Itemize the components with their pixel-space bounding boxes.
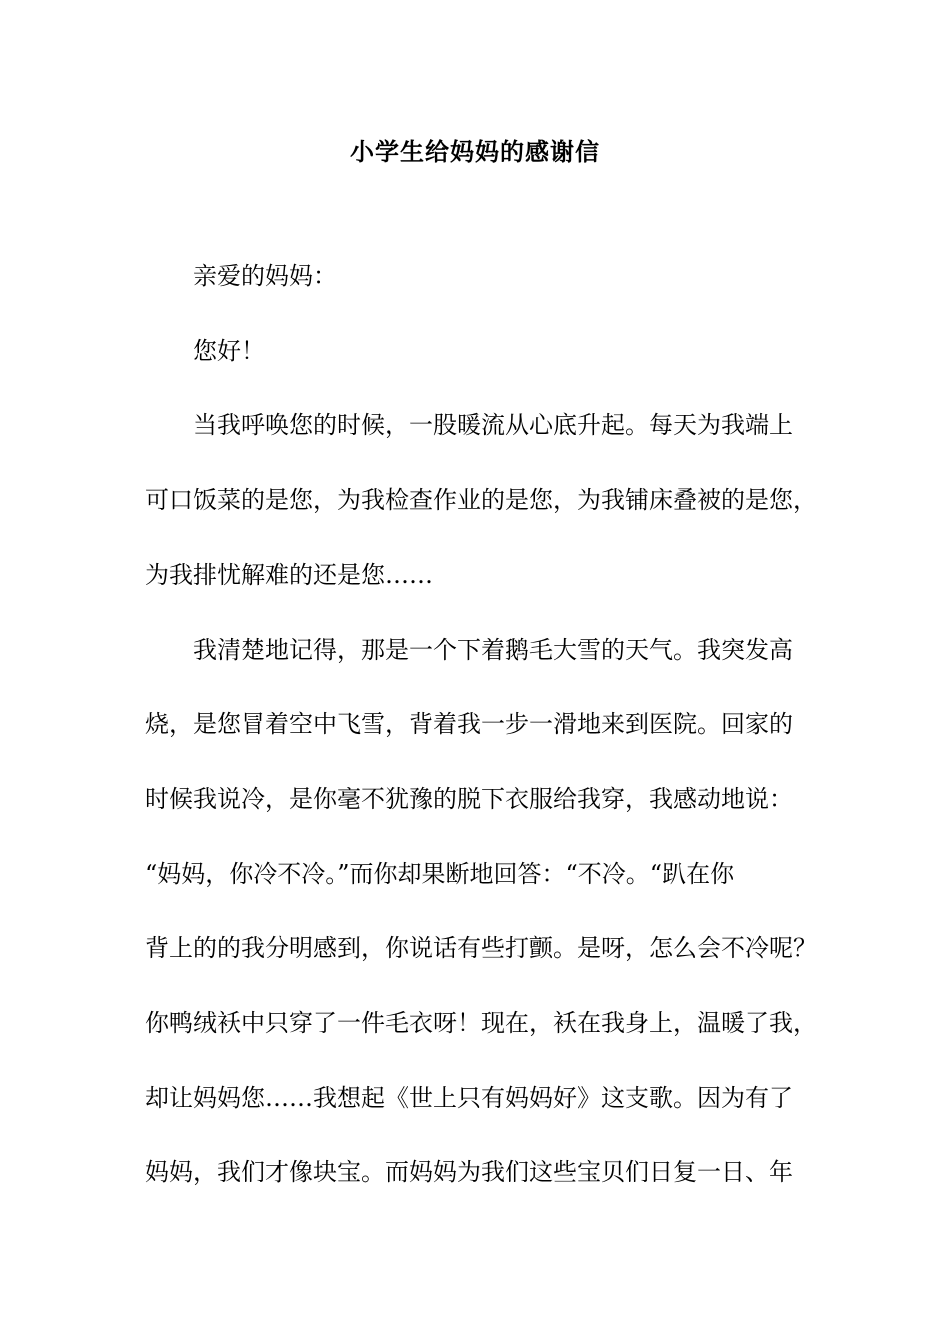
paragraph-line: 我清楚地记得，那是一个下着鹅毛大雪的天气。我突发高 [193, 636, 793, 664]
paragraph-line: 为我排忧解难的还是您…… [145, 561, 433, 589]
paragraph-line: 你鸭绒袄中只穿了一件毛衣呀！现在，袄在我身上，温暖了我， [145, 1009, 817, 1037]
document-title: 小学生给妈妈的感谢信 [350, 137, 600, 166]
paragraph-line: “妈妈，你冷不冷。”而你却果断地回答：“不冷。“趴在你 [145, 860, 735, 888]
paragraph-line: 却让妈妈您……我想起《世上只有妈妈好》这支歌。因为有了 [145, 1084, 793, 1112]
paragraph-line: 烧，是您冒着空中飞雪，背着我一步一滑地来到医院。回家的 [145, 710, 793, 738]
salutation-line: 亲爱的妈妈： [193, 262, 337, 290]
greeting-line: 您好！ [193, 337, 265, 365]
paragraph-line: 时候我说冷，是你毫不犹豫的脱下衣服给我穿，我感动地说： [145, 785, 793, 813]
paragraph-line: 当我呼唤您的时候，一股暖流从心底升起。每天为我端上 [193, 411, 793, 439]
paragraph-line: 背上的的我分明感到，你说话有些打颤。是呀，怎么会不冷呢？ [145, 934, 817, 962]
paragraph-line: 妈妈，我们才像块宝。而妈妈为我们这些宝贝们日复一日、年 [145, 1158, 793, 1186]
paragraph-line: 可口饭菜的是您，为我检查作业的是您，为我铺床叠被的是您， [145, 486, 817, 514]
